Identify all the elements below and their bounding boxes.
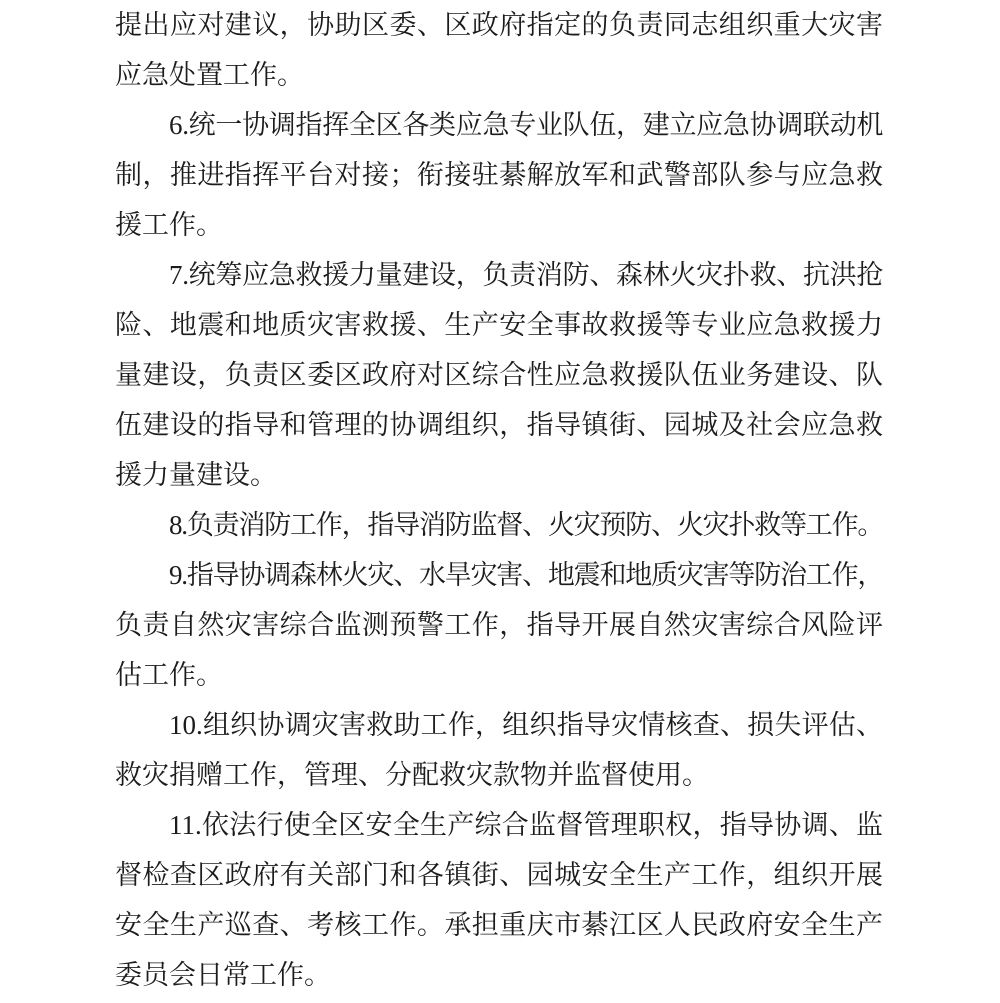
text-line: 9.指导协调森林火灾、水旱灾害、地震和地质灾害等防治工作，	[169, 560, 884, 590]
text-line: 援力量建设。	[115, 460, 277, 490]
text-line: 6.统一协调指挥全区各类应急专业队伍，建立应急协调联动机	[169, 110, 884, 140]
text-line: 10.组织协调灾害救助工作，组织指导灾情核查、损失评估、	[169, 710, 883, 740]
text-line: 救灾捐赠工作，管理、分配救灾款物并监督使用。	[115, 760, 709, 790]
text-line: 量建设，负责区委区政府对区综合性应急救援队伍业务建设、队	[115, 360, 883, 390]
text-line: 委员会日常工作。	[115, 960, 331, 990]
document-text-block	[115, 0, 883, 1000]
text-line: 8.负责消防工作，指导消防监督、火灾预防、火灾扑救等工作。	[169, 510, 884, 540]
text-line: 援工作。	[115, 210, 223, 240]
text-line: 提出应对建议，协助区委、区政府指定的负责同志组织重大灾害	[115, 10, 883, 40]
text-line: 督检查区政府有关部门和各镇街、园城安全生产工作，组织开展	[115, 860, 883, 890]
text-line: 伍建设的指导和管理的协调组织，指导镇街、园城及社会应急救	[115, 410, 883, 440]
text-line: 负责自然灾害综合监测预警工作，指导开展自然灾害综合风险评	[115, 610, 883, 640]
text-line: 制，推进指挥平台对接；衔接驻綦解放军和武警部队参与应急救	[115, 160, 883, 190]
text-line: 应急处置工作。	[115, 60, 304, 90]
text-line: 11.依法行使全区安全生产综合监督管理职权，指导协调、监	[169, 810, 883, 840]
text-line: 安全生产巡查、考核工作。承担重庆市綦江区人民政府安全生产	[115, 910, 883, 940]
text-line: 估工作。	[115, 660, 223, 690]
text-line: 7.统筹应急救援力量建设，负责消防、森林火灾扑救、抗洪抢	[169, 260, 884, 290]
text-line: 险、地震和地质灾害救援、生产安全事故救援等专业应急救援力	[115, 310, 883, 340]
